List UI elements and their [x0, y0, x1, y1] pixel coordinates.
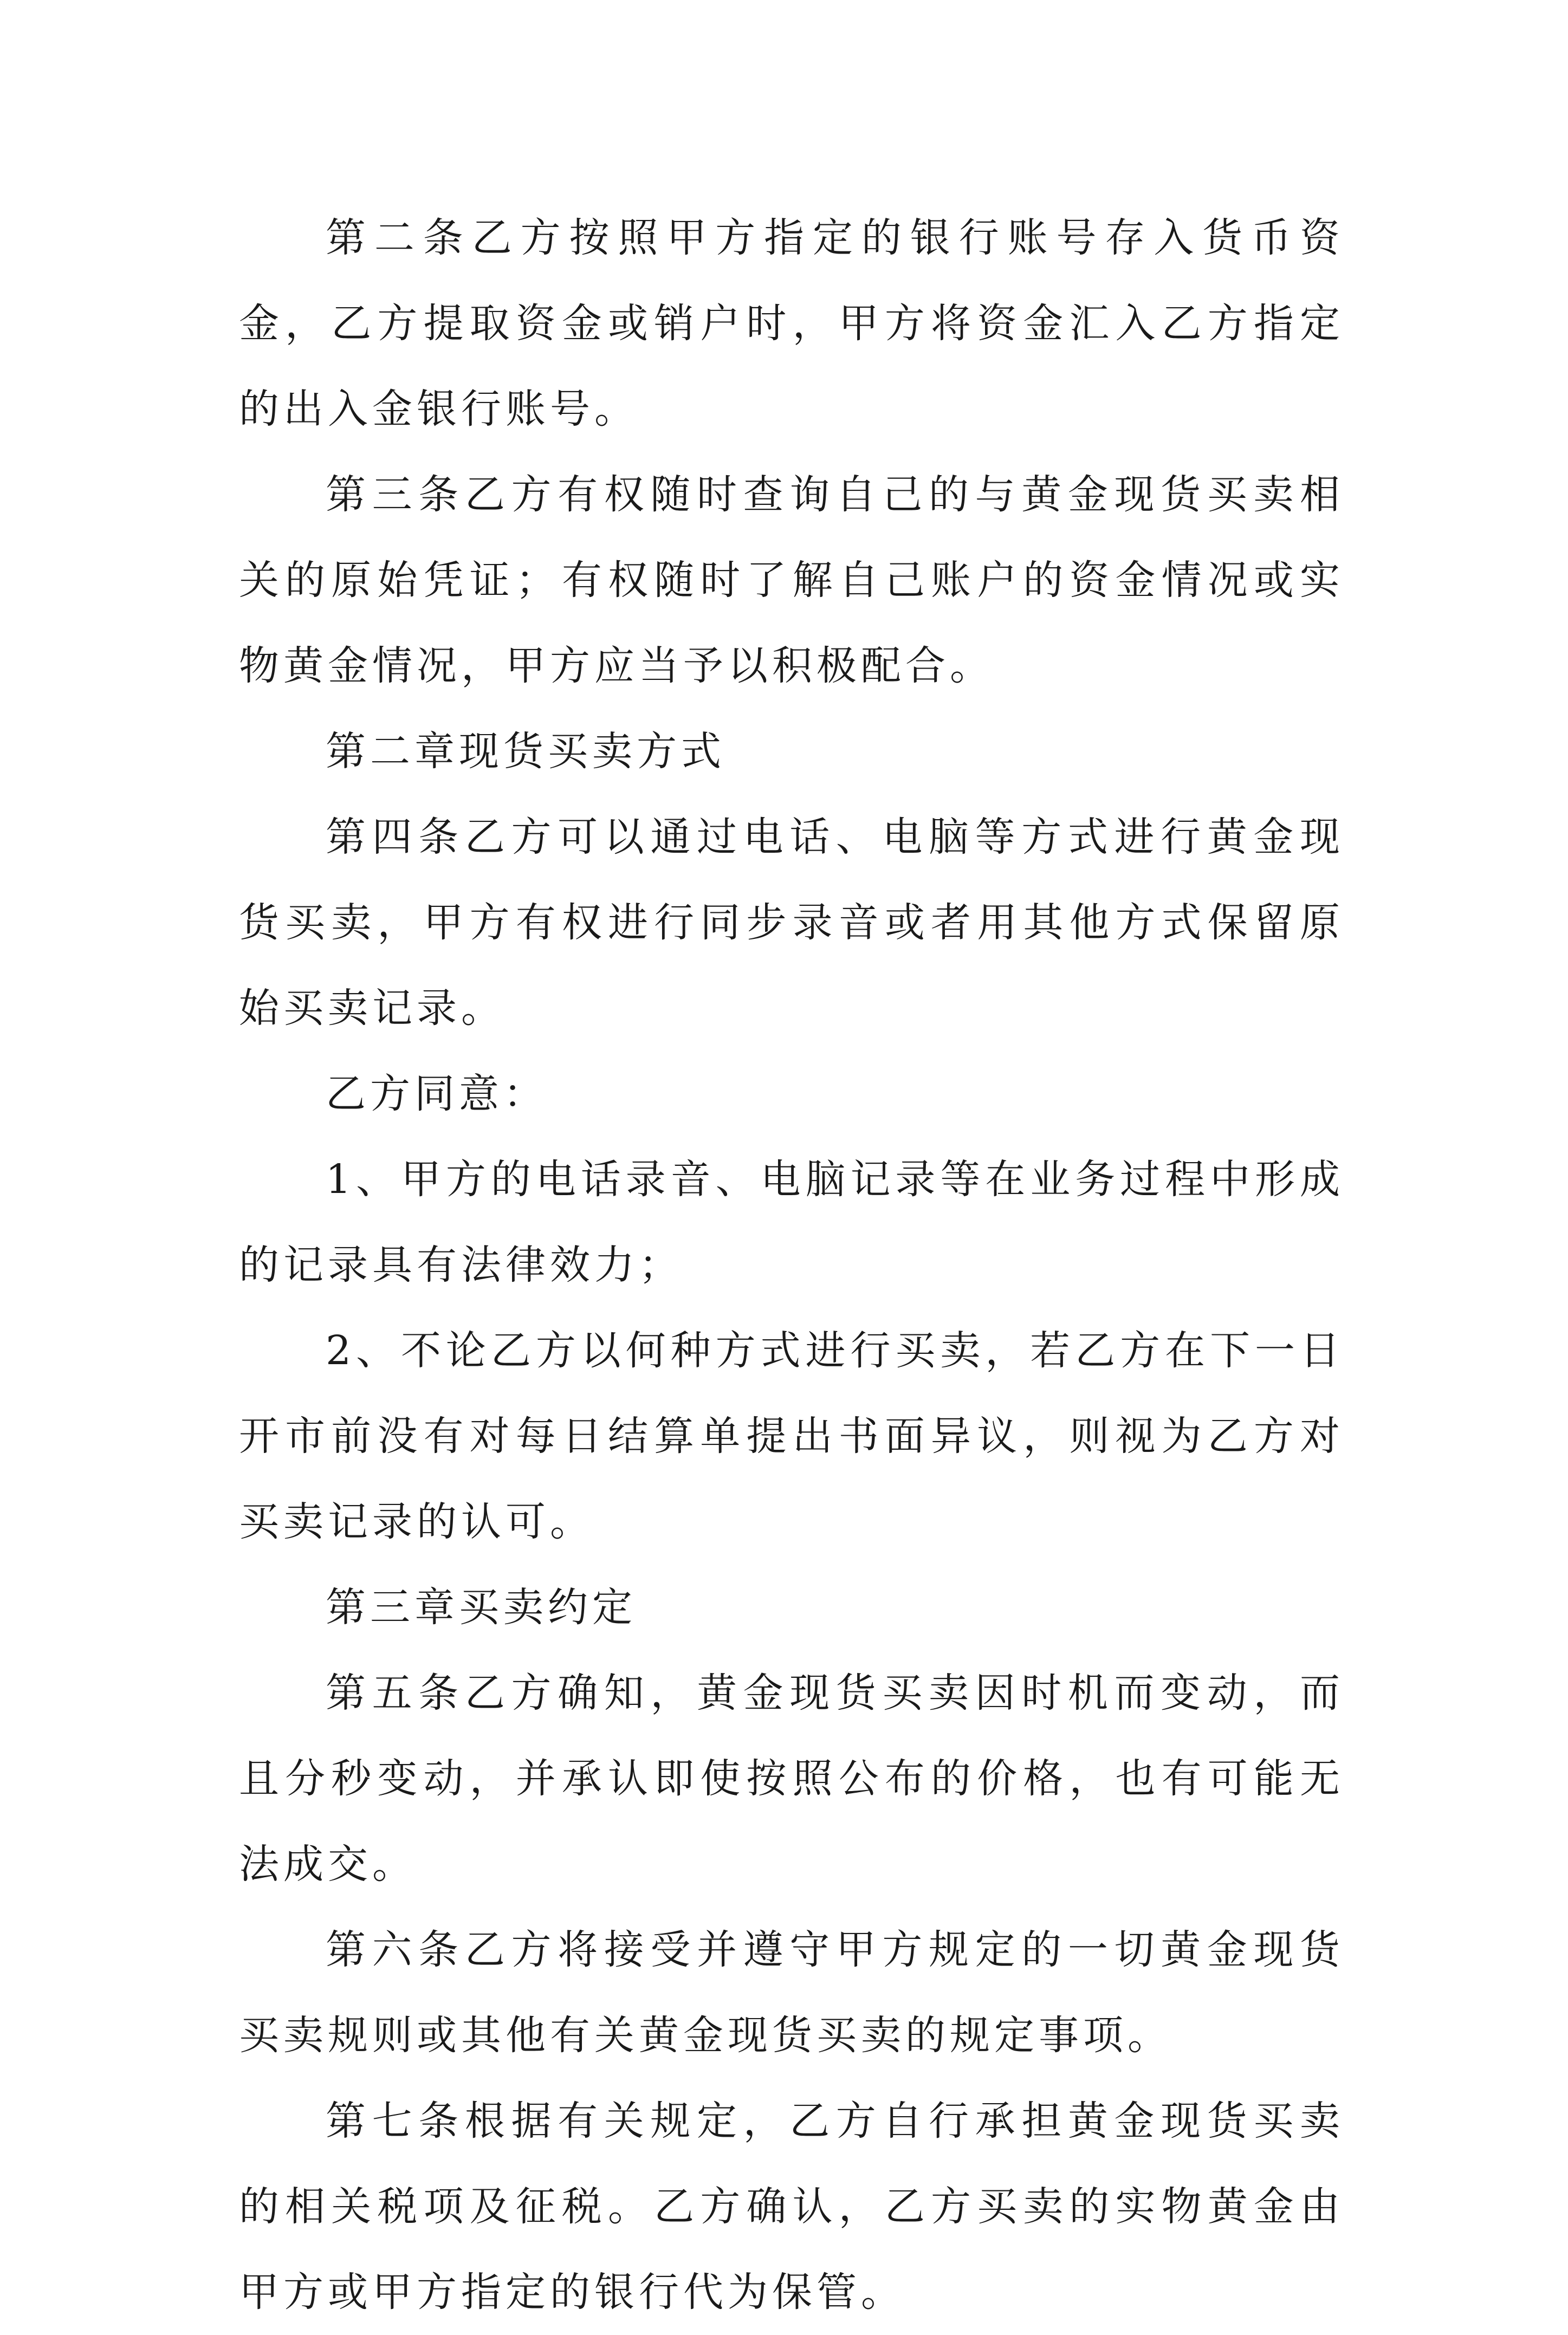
agreement-item-2: 2、不论乙方以何种方式进行买卖，若乙方在下一日开市前没有对每日结算单提出书面异议，则视为乙方对买卖记录的认可。 [239, 1327, 1344, 1545]
article-6-paragraph: 第六条乙方将接受并遵守甲方规定的一切黄金现货买卖规则或其他有关黄金现货买卖的规定事项。 [239, 1927, 1344, 2059]
article-2-paragraph: 第二条乙方按照甲方指定的银行账号存入货币资金，乙方提取资金或销户时，甲方将资金汇入乙方指定的出入金银行账号。 [239, 215, 1344, 432]
article-5-paragraph: 第五条乙方确知，黄金现货买卖因时机而变动，而且分秒变动，并承认即使按照公布的价格，也有可能无法成交。 [239, 1670, 1344, 1888]
article-7-paragraph: 第七条根据有关规定，乙方自行承担黄金现货买卖的相关税项及征税。乙方确认，乙方买卖的实物黄金由甲方或甲方指定的银行代为保管。 [239, 2098, 1344, 2315]
document-body [239, 195, 1344, 2335]
article-4-paragraph: 第四条乙方可以通过电话、电脑等方式进行黄金现货买卖，甲方有权进行同步录音或者用其他方式保留原始买卖记录。 [239, 814, 1344, 1032]
article-3-paragraph: 第三条乙方有权随时查询自己的与黄金现货买卖相关的原始凭证；有权随时了解自己账户的资金情况或实物黄金情况，甲方应当予以积极配合。 [239, 471, 1344, 689]
chapter-3-heading: 第三章买卖约定 [326, 1584, 637, 1631]
party-b-agrees-paragraph: 乙方同意： [326, 1071, 548, 1117]
chapter-2-heading: 第二章现货买卖方式 [326, 728, 725, 775]
agreement-item-1: 1、甲方的电话录音、电脑记录等在业务过程中形成的记录具有法律效力； [239, 1156, 1344, 1288]
